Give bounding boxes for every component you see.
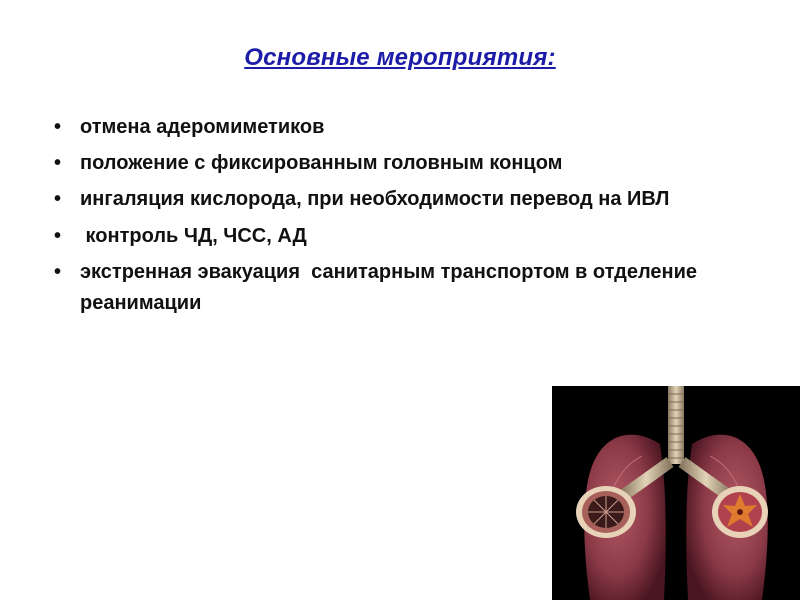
bullet-icon: • xyxy=(54,261,62,283)
list-item xyxy=(52,257,772,319)
slide-title: Основные мероприятия: xyxy=(244,44,556,71)
lungs-icon xyxy=(552,386,800,600)
list-item xyxy=(52,221,772,252)
bullet-text: экстренная эвакуация санитарным транспортом в отделение реанимации xyxy=(80,261,703,314)
bullet-icon: • xyxy=(54,225,62,247)
list-item xyxy=(52,148,772,179)
bullet-icon: • xyxy=(54,188,62,210)
lungs-illustration xyxy=(552,386,800,600)
bullet-text: отмена адеромиметиков xyxy=(80,116,325,138)
bullet-text: ингаляция кислорода, при необходимости перевод на ИВЛ xyxy=(80,188,670,210)
bullet-icon: • xyxy=(54,152,62,174)
list-item xyxy=(52,184,772,215)
bullet-text: положение с фиксированным головным концом xyxy=(80,152,563,174)
list-item xyxy=(52,112,772,143)
bullet-icon: • xyxy=(54,116,62,138)
bullet-text: контроль ЧД, ЧСС, АД xyxy=(80,225,307,247)
bullet-list xyxy=(52,112,772,324)
